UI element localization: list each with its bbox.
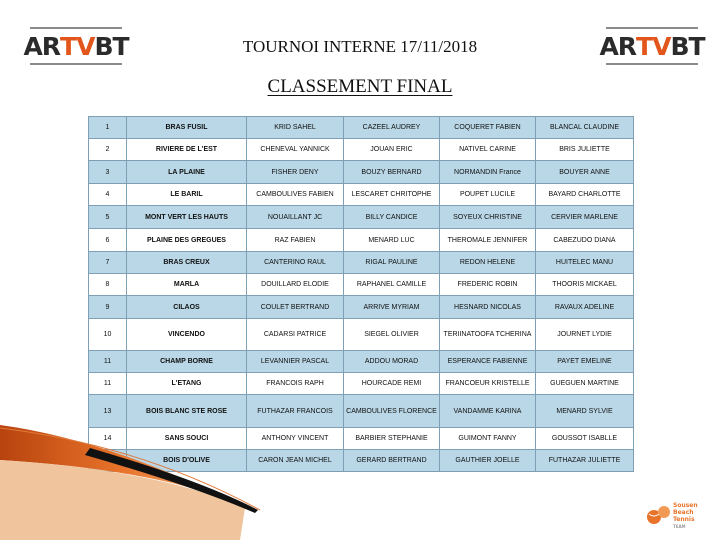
club-cell: CILAOS	[127, 296, 247, 319]
rank-cell: 6	[89, 229, 127, 252]
player-cell: RAZ FABIEN	[247, 229, 344, 252]
table-row	[89, 161, 634, 184]
table-row	[89, 117, 634, 139]
player-cell: ADDOU MORAD	[344, 351, 440, 373]
player-cell: GAUTHIER JOELLE	[440, 450, 536, 472]
player-cell: MENARD LUC	[344, 229, 440, 252]
rank-cell: 4	[89, 184, 127, 206]
player-cell: RAVAUX ADELINE	[536, 296, 634, 319]
player-cell: BRIS JULIETTE	[536, 139, 634, 161]
player-cell: GERARD BERTRAND	[344, 450, 440, 472]
rank-cell: 8	[89, 274, 127, 296]
club-cell: BRAS CREUX	[127, 252, 247, 274]
club-cell: MONT VERT LES HAUTS	[127, 206, 247, 229]
player-cell: CAMBOULIVES FABIEN	[247, 184, 344, 206]
player-cell: POUPET LUCILE	[440, 184, 536, 206]
player-cell: RIGAL PAULINE	[344, 252, 440, 274]
player-cell: CHENEVAL YANNICK	[247, 139, 344, 161]
player-cell: NORMANDIN France	[440, 161, 536, 184]
player-cell: MENARD SYLVIE	[536, 395, 634, 428]
player-cell: SOYEUX CHRISTINE	[440, 206, 536, 229]
rank-cell: 11	[89, 373, 127, 395]
player-cell: BILLY CANDICE	[344, 206, 440, 229]
decorative-swoosh	[0, 400, 720, 540]
club-cell: RIVIERE DE L'EST	[127, 139, 247, 161]
player-cell: TERIINATOOFA TCHERINA	[440, 319, 536, 351]
table-row	[89, 351, 634, 373]
club-cell: VINCENDO	[127, 319, 247, 351]
club-cell: BOIS D'OLIVE	[127, 450, 247, 472]
player-cell: CAMBOULIVES FLORENCE	[344, 395, 440, 428]
rank-cell: 10	[89, 319, 127, 351]
player-cell: FUTHAZAR FRANCOIS	[247, 395, 344, 428]
table-row	[89, 229, 634, 252]
club-cell: CHAMP BORNE	[127, 351, 247, 373]
player-cell: CAZEEL AUDREY	[344, 117, 440, 139]
player-cell: DOUILLARD ELODIE	[247, 274, 344, 296]
artvbt-logo-right: AR T V BT	[606, 27, 698, 65]
tennis-balls-icon	[646, 504, 672, 526]
player-cell: NATIVEL CARINE	[440, 139, 536, 161]
player-cell: LESCARET CHRITOPHE	[344, 184, 440, 206]
player-cell: FISHER DENY	[247, 161, 344, 184]
player-cell: HUITELEC MANU	[536, 252, 634, 274]
player-cell: FREDERIC ROBIN	[440, 274, 536, 296]
table-row	[89, 373, 634, 395]
table-row	[89, 274, 634, 296]
sponsor-logo	[646, 498, 716, 530]
sponsor-line2: Beach Tennis	[673, 509, 695, 523]
player-cell: HOURCADE REMI	[344, 373, 440, 395]
table-row	[89, 184, 634, 206]
player-cell: KRID SAHEL	[247, 117, 344, 139]
player-cell: JOUAN ERIC	[344, 139, 440, 161]
player-cell: REDON HELENE	[440, 252, 536, 274]
club-cell: BRAS FUSIL	[127, 117, 247, 139]
player-cell: BARBIER STEPHANIE	[344, 428, 440, 450]
club-cell: L'ETANG	[127, 373, 247, 395]
player-cell: BOUYER ANNE	[536, 161, 634, 184]
player-cell: BLANCAL CLAUDINE	[536, 117, 634, 139]
rank-cell: 11	[89, 351, 127, 373]
table-row	[89, 319, 634, 351]
player-cell: THOORIS MICKAEL	[536, 274, 634, 296]
player-cell: GOUSSOT ISABLLE	[536, 428, 634, 450]
player-cell: VANDAMME KARINA	[440, 395, 536, 428]
player-cell: COULET BERTRAND	[247, 296, 344, 319]
page-subtitle: CLASSEMENT FINAL	[267, 76, 453, 97]
player-cell: BAYARD CHARLOTTE	[536, 184, 634, 206]
club-cell: BOIS BLANC STE ROSE	[127, 395, 247, 428]
page-title: TOURNOI INTERNE 17/11/2018	[242, 37, 478, 56]
table-row	[89, 206, 634, 229]
club-cell: MARLA	[127, 274, 247, 296]
player-cell: ANTHONY VINCENT	[247, 428, 344, 450]
player-cell: HESNARD NICOLAS	[440, 296, 536, 319]
rank-cell: 9	[89, 296, 127, 319]
player-cell: SIEGEL OLIVIER	[344, 319, 440, 351]
player-cell: FRANCOIS RAPH	[247, 373, 344, 395]
player-cell: PAYET EMELINE	[536, 351, 634, 373]
rank-cell: 2	[89, 139, 127, 161]
player-cell: ARRIVE MYRIAM	[344, 296, 440, 319]
club-cell: SANS SOUCI	[127, 428, 247, 450]
rank-cell: 7	[89, 252, 127, 274]
club-cell: LE BARIL	[127, 184, 247, 206]
player-cell: NOUAILLANT JC	[247, 206, 344, 229]
sponsor-line3: TEAM	[673, 524, 686, 529]
rank-cell: 3	[89, 161, 127, 184]
player-cell: FRANCOEUR KRISTELLE	[440, 373, 536, 395]
player-cell: GUEGUEN MARTINE	[536, 373, 634, 395]
player-cell: CERVIER MARLENE	[536, 206, 634, 229]
player-cell: CABEZUDO DIANA	[536, 229, 634, 252]
rank-cell: 5	[89, 206, 127, 229]
club-cell: LA PLAINE	[127, 161, 247, 184]
table-row	[89, 139, 634, 161]
player-cell: CARON JEAN MICHEL	[247, 450, 344, 472]
player-cell: CANTERINO RAUL	[247, 252, 344, 274]
player-cell: ESPERANCE FABIENNE	[440, 351, 536, 373]
rank-cell: 14	[89, 428, 127, 450]
player-cell: RAPHANEL CAMILLE	[344, 274, 440, 296]
player-cell: COQUERET FABIEN	[440, 117, 536, 139]
artvbt-logo-left: AR T V BT	[30, 27, 122, 65]
table-row	[89, 296, 634, 319]
player-cell: JOURNET LYDIE	[536, 319, 634, 351]
player-cell: GUIMONT FANNY	[440, 428, 536, 450]
player-cell: CADARSI PATRICE	[247, 319, 344, 351]
rank-cell: 1	[89, 117, 127, 139]
player-cell: LEVANNIER PASCAL	[247, 351, 344, 373]
player-cell: FUTHAZAR JULIETTE	[536, 450, 634, 472]
sponsor-line1: Sousen	[673, 502, 698, 509]
table-row	[89, 252, 634, 274]
club-cell: PLAINE DES GREGUES	[127, 229, 247, 252]
rank-cell: 13	[89, 395, 127, 428]
player-cell: BOUZY BERNARD	[344, 161, 440, 184]
player-cell: THEROMALE JENNIFER	[440, 229, 536, 252]
